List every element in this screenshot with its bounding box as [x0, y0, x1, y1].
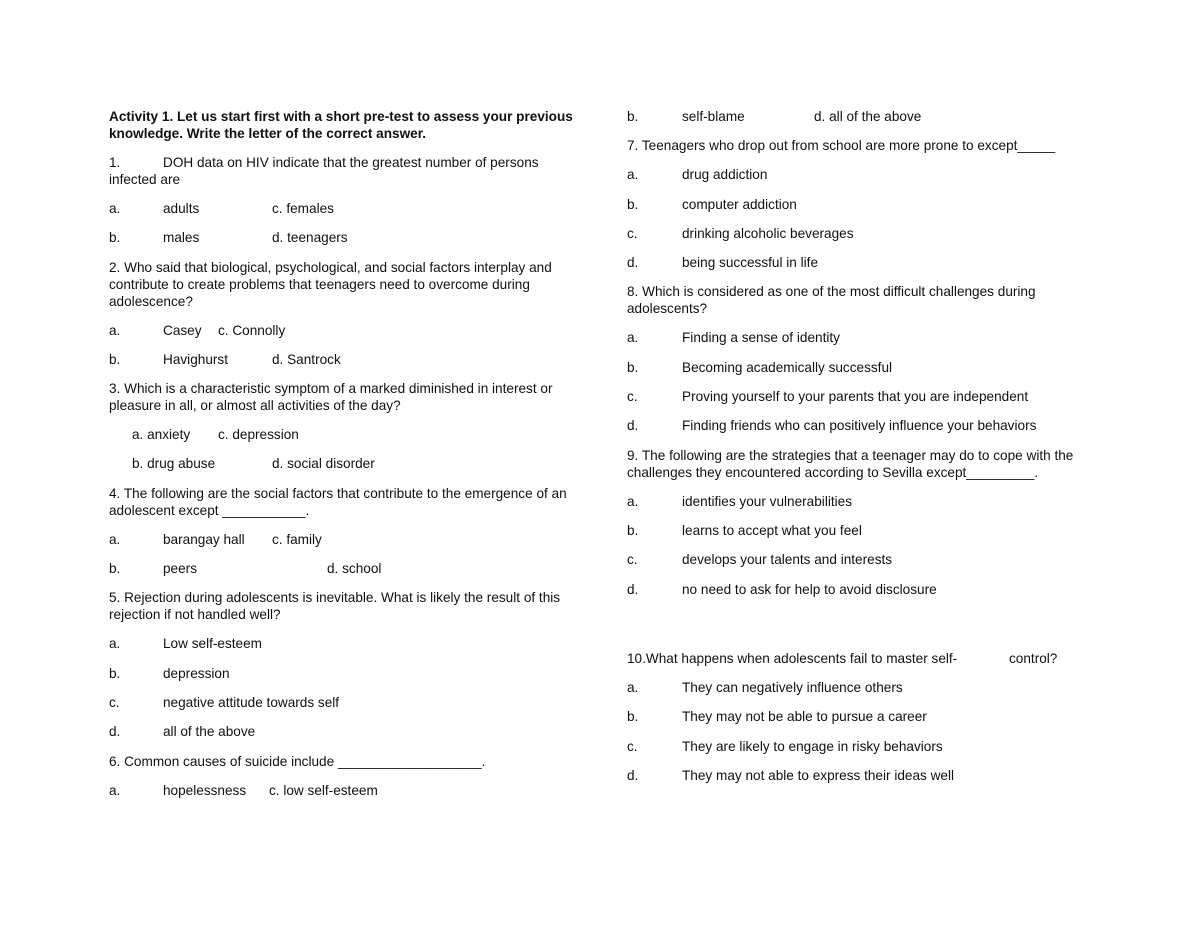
- option-letter: d.: [627, 418, 639, 434]
- option-row: [627, 225, 1097, 242]
- option-a: drug addiction: [682, 167, 768, 183]
- option-row: [109, 531, 574, 548]
- option-letter: b.: [627, 709, 639, 725]
- option-row: [109, 665, 574, 682]
- question-4: 4. The following are the social factors that contribute to the emergence of an adolescent except ___________.: [109, 485, 567, 518]
- option-letter: c.: [627, 389, 638, 405]
- question-10: [627, 650, 1097, 667]
- option-c: develops your talents and interests: [682, 552, 893, 568]
- option-row: [109, 200, 574, 217]
- option-c: c. low self-esteem: [269, 782, 378, 798]
- option-d: d. all of the above: [814, 109, 922, 124]
- option-c: drinking alcoholic beverages: [682, 225, 854, 241]
- option-row: [109, 782, 574, 799]
- spacer: [627, 610, 1097, 650]
- option-row: [627, 708, 1097, 725]
- option-row: [627, 417, 1097, 434]
- option-b: b. drug abuse: [132, 456, 216, 472]
- option-row: [627, 522, 1097, 539]
- option-d: Finding friends who can positively influence your behaviors: [682, 418, 1037, 434]
- option-d: d. school: [327, 561, 382, 577]
- option-letter: b.: [627, 359, 639, 375]
- option-row: [627, 388, 1097, 405]
- option-row: [109, 351, 574, 368]
- option-letter: a.: [109, 322, 121, 338]
- option-letter: b.: [627, 196, 639, 212]
- left-column: [109, 108, 574, 811]
- option-c: c. depression: [218, 427, 299, 443]
- question-8: 8. Which is considered as one of the most difficult challenges during adolescents?: [627, 284, 1036, 317]
- option-row: [627, 679, 1097, 696]
- option-letter: b.: [109, 351, 121, 367]
- option-row: [109, 723, 574, 740]
- option-letter: a.: [109, 782, 121, 798]
- option-letter: b.: [109, 230, 121, 246]
- question-3: 3. Which is a characteristic symptom of a marked diminished in interest or pleasure in all, or almost all activities of the day?: [109, 381, 553, 414]
- option-letter: d.: [627, 768, 639, 784]
- option-b: learns to accept what you feel: [682, 522, 862, 538]
- option-row: [627, 551, 1097, 568]
- option-row: [627, 767, 1097, 784]
- option-letter: b.: [627, 109, 639, 124]
- option-row: [109, 455, 574, 472]
- question-5: 5. Rejection during adolescents is inevitable. What is likely the result of this rejection if not handled well?: [109, 590, 561, 623]
- option-a: a. anxiety: [132, 427, 191, 443]
- option-letter: c.: [109, 694, 120, 710]
- option-letter: c.: [627, 552, 638, 568]
- option-letter: b.: [627, 522, 639, 538]
- option-letter: a.: [627, 167, 639, 183]
- question-text-end: control?: [1009, 650, 1058, 666]
- option-d: all of the above: [163, 724, 256, 740]
- question-number: 1.: [109, 155, 121, 170]
- option-c: c. family: [272, 531, 322, 547]
- option-letter: a.: [109, 636, 121, 652]
- option-letter: a.: [627, 493, 639, 509]
- option-b: They may not be able to pursue a career: [682, 709, 927, 725]
- option-row: [109, 229, 574, 246]
- option-letter: a.: [109, 531, 121, 547]
- question-7: 7. Teenagers who drop out from school are more prone to except_____: [627, 138, 1056, 154]
- option-d: d. teenagers: [272, 230, 348, 246]
- option-c: Proving yourself to your parents that you are independent: [682, 389, 1029, 405]
- option-c: negative attitude towards self: [163, 694, 340, 710]
- option-d: no need to ask for help to avoid disclosure: [682, 581, 937, 597]
- option-letter: c.: [627, 225, 638, 241]
- option-a: They can negatively influence others: [682, 680, 903, 696]
- option-b: self-blame: [682, 109, 745, 124]
- option-row: [627, 108, 1097, 125]
- option-row: [627, 329, 1097, 346]
- option-row: [627, 254, 1097, 271]
- option-d: d. social disorder: [272, 456, 375, 472]
- question-6: 6. Common causes of suicide include ___________________.: [109, 753, 486, 769]
- option-letter: d.: [627, 255, 639, 271]
- option-row: [627, 581, 1097, 598]
- option-row: [109, 694, 574, 711]
- option-row: [109, 426, 574, 443]
- option-a: barangay hall: [163, 531, 245, 547]
- option-b: computer addiction: [682, 196, 797, 212]
- option-letter: d.: [627, 581, 639, 597]
- option-letter: b.: [109, 561, 121, 577]
- option-a: Low self-esteem: [163, 636, 262, 652]
- option-row: [627, 166, 1097, 183]
- option-row: [109, 322, 574, 339]
- option-a: Finding a sense of identity: [682, 330, 840, 346]
- option-row: [627, 738, 1097, 755]
- option-b: Becoming academically successful: [682, 359, 893, 375]
- option-c: They are likely to engage in risky behaviors: [682, 738, 943, 754]
- option-b: males: [163, 230, 200, 246]
- option-row: [627, 359, 1097, 376]
- question-text: 10.What happens when adolescents fail to master self-: [627, 650, 958, 666]
- option-row: [627, 196, 1097, 213]
- option-letter: a.: [627, 680, 639, 696]
- question-text: DOH data on HIV indicate that the greatest number of persons infected are: [109, 155, 539, 187]
- option-letter: c.: [627, 738, 638, 754]
- option-row: [627, 493, 1097, 510]
- option-d: being successful in life: [682, 255, 819, 271]
- option-letter: a.: [627, 330, 639, 346]
- option-row: [109, 560, 574, 577]
- option-d: They may not able to express their ideas well: [682, 768, 955, 784]
- option-c: c. females: [272, 201, 334, 216]
- question-2: 2. Who said that biological, psychological, and social factors interplay and contribute to create problems that teenagers need to overcome during adolescence?: [109, 259, 552, 309]
- question-1: [109, 154, 574, 188]
- option-letter: d.: [109, 724, 121, 740]
- question-9: 9. The following are the strategies that a teenager may do to cope with the challenges they encountered according to Sevilla except_________.: [627, 447, 1074, 480]
- option-a: Casey: [163, 322, 202, 338]
- option-c: c. Connolly: [218, 322, 286, 338]
- option-a: hopelessness: [163, 782, 247, 798]
- option-d: d. Santrock: [272, 351, 341, 367]
- option-b: Havighurst: [163, 351, 228, 367]
- option-letter: b.: [109, 665, 121, 681]
- option-a: identifies your vulnerabilities: [682, 493, 853, 509]
- option-a: adults: [163, 201, 200, 216]
- activity-title: Activity 1. Let us start first with a short pre-test to assess your previous knowledge. Write the letter of the correct answer.: [109, 109, 573, 141]
- option-b: peers: [163, 561, 198, 577]
- option-row: [109, 635, 574, 652]
- right-column: [627, 108, 1097, 796]
- option-b: depression: [163, 665, 230, 681]
- option-letter: a.: [109, 201, 121, 216]
